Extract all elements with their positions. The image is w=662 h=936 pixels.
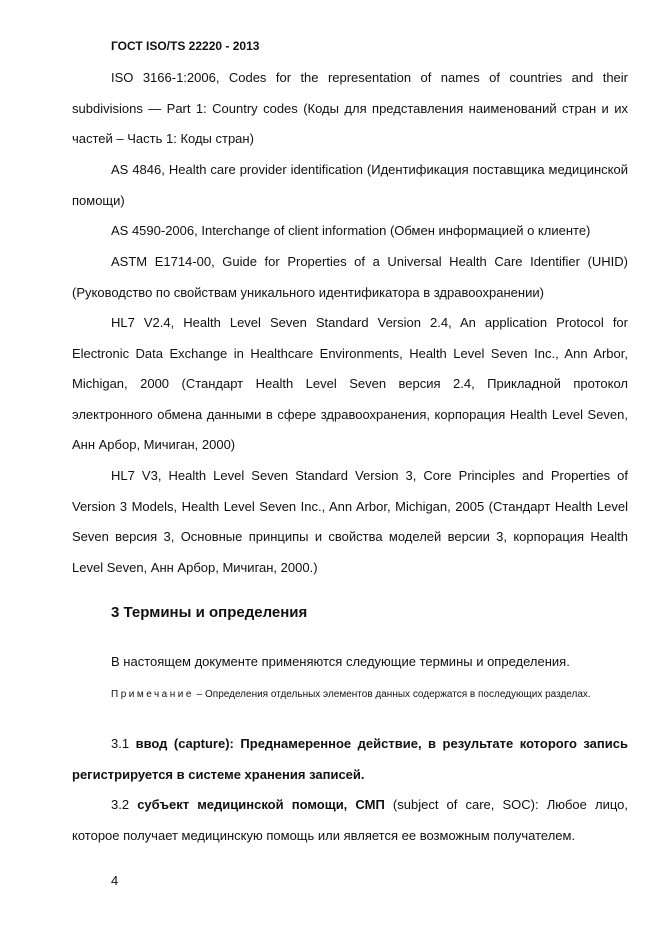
- term-number: 3.2: [111, 797, 130, 812]
- reference-astm-e1714: ASTM E1714-00, Guide for Properties of a Universal Health Care Identifier (UHID) (Руководство по свойствам уникального идентификатора в здравоохранении): [72, 254, 628, 300]
- reference-hl7-v24: HL7 V2.4, Health Level Seven Standard Version 2.4, An application Protocol for Electronic Data Exchange in Healthcare Environments, Health Level Seven Inc., Ann Arbor, Michigan, 2000 (Стандарт Health Level Seven версия 2.4, Прикладной протокол электронного обмена данными в сфере здравоохранения, корпорация Health Level Seven, Анн Арбор, Мичиган, 2000): [72, 315, 628, 453]
- term-definition: (subject of care, SOC): Любое лицо, которое получает медицинскую помощь или является ее возможным получателем.: [72, 797, 628, 843]
- reference-iso-3166: ISO 3166-1:2006, Codes for the representation of names of countries and their subdivisions — Part 1: Country codes (Коды для представления наименований стран и их частей – Часть 1: Коды стран): [72, 70, 628, 147]
- note-text: – Определения отдельных элементов данных содержатся в последующих разделах.: [193, 689, 591, 700]
- section-intro: В настоящем документе применяются следующие термины и определения.: [111, 654, 570, 669]
- term-number: 3.1: [111, 736, 130, 751]
- term-name: ввод (capture):: [135, 736, 234, 751]
- note: [72, 683, 628, 706]
- reference-hl7-v3: HL7 V3, Health Level Seven Standard Version 3, Core Principles and Properties of Version 3 Models, Health Level Seven Inc., Ann Arbor, Michigan, 2005 (Стандарт Health Level Seven версия 3, Основные принципы и свойства моделей версии 3, корпорация Health Level Seven, Анн Арбор, Мичиган, 2000.): [72, 468, 628, 575]
- reference-as-4590: AS 4590-2006, Interchange of client information (Обмен информацией о клиенте): [111, 223, 591, 238]
- term-3-1: [72, 729, 628, 790]
- document-header: ГОСТ ISO/TS 22220 - 2013: [111, 39, 260, 53]
- note-label: Примечание: [111, 689, 194, 700]
- reference-as-4846: AS 4846, Health care provider identification (Идентификация поставщика медицинской помощи): [72, 162, 628, 208]
- section-title: 3 Термины и определения: [111, 604, 308, 621]
- page-number: 4: [111, 873, 119, 888]
- term-3-2: [72, 790, 628, 851]
- term-name: субъект медицинской помощи, СМП: [137, 797, 385, 812]
- term-definition: Преднамеренное действие, в результате которого запись регистрируется в системе хранения записей.: [72, 736, 628, 782]
